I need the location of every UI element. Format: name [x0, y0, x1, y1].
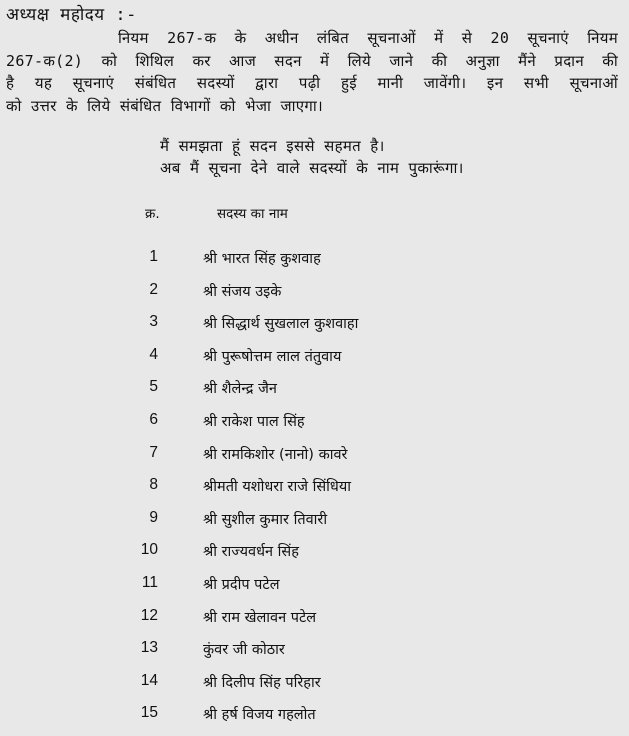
table-row — [0, 281, 629, 309]
serial-number: 14 — [140, 671, 158, 689]
serial-number: 15 — [140, 704, 158, 722]
member-name: श्रीमती यशोधरा राजे सिंधिया — [203, 479, 352, 496]
table-row — [0, 541, 629, 569]
serial-number: 7 — [149, 443, 158, 461]
table-row — [0, 607, 629, 635]
member-name-header: सदस्य का नाम — [217, 206, 288, 222]
member-name: श्री संजय उइके — [203, 283, 282, 300]
table-row — [0, 509, 629, 537]
serial-number: 2 — [149, 280, 158, 298]
serial-number: 12 — [140, 606, 158, 624]
table-row — [0, 672, 629, 700]
serial-number: 9 — [149, 508, 158, 526]
notice-paragraph — [6, 27, 618, 117]
serial-number: 5 — [149, 378, 158, 396]
member-name: श्री दिलीप सिंह परिहार — [203, 674, 321, 691]
member-name: श्री शैलेन्द्र जैन — [203, 381, 277, 398]
paragraph-line: नियम 267-क के अधीन लंबित सूचनाओं में से 20 सूचनाएं नियम — [118, 29, 618, 47]
statement-line: मैं समझता हूं सदन इससे सहमत है। — [160, 137, 385, 155]
table-row — [0, 248, 629, 276]
member-name: श्री हर्ष विजय गहलोत — [203, 707, 316, 724]
speaker-statement — [160, 135, 464, 179]
table-row — [0, 704, 629, 732]
table-row — [0, 411, 629, 439]
member-name: श्री सिद्धार्थ सुखलाल कुशवाहा — [203, 316, 359, 333]
serial-number: 3 — [149, 313, 158, 331]
speaker-heading: अध्यक्ष महोदय :- — [6, 5, 137, 25]
member-name: श्री राकेश पाल सिंह — [203, 414, 305, 430]
paragraph-line: 267-क(2) को शिथिल कर आज सदन में लिये जाने की अनुज्ञा मैंने प्रदान की — [6, 51, 618, 70]
member-name: श्री प्रदीप पटेल — [203, 577, 280, 593]
member-name: श्री राज्यवर्धन सिंह — [203, 544, 299, 561]
member-name: श्री पुरूषोत्तम लाल तंतुवाय — [203, 348, 342, 365]
serial-number: 1 — [149, 248, 158, 265]
table-row — [0, 476, 629, 504]
table-row — [0, 574, 629, 602]
table-row — [0, 639, 629, 667]
serial-number: 11 — [141, 574, 158, 591]
serial-number: 6 — [149, 411, 158, 428]
member-name: श्री भारत सिंह कुशवाह — [203, 251, 321, 267]
table-row — [0, 346, 629, 374]
serial-number: 4 — [149, 345, 158, 363]
serial-number: 10 — [140, 541, 158, 559]
serial-number: 13 — [140, 639, 158, 657]
statement-line: अब मैं सूचना देने वाले सदस्यों के नाम पुकारूंगा। — [160, 159, 464, 177]
table-row — [0, 313, 629, 341]
paragraph-line: को उत्तर के लिये संबंधित विभागों को भेजा जाएगा। — [6, 96, 323, 115]
serial-number-header: क्र. — [145, 206, 160, 222]
member-name: श्री रामकिशोर (नानो) कावरे — [203, 446, 348, 463]
member-name: श्री राम खेलावन पटेल — [203, 609, 317, 626]
table-row — [0, 444, 629, 472]
member-name: कुंवर जी कोठार — [203, 642, 285, 659]
serial-number: 8 — [149, 476, 158, 494]
member-name: श्री सुशील कुमार तिवारी — [203, 511, 328, 528]
paragraph-line: है यह सूचनाएं संबंधित सदस्यों द्वारा पढ़ी हुई मानी जावेंगी। इन सभी सूचनाओं — [6, 74, 618, 92]
table-row — [0, 378, 629, 406]
